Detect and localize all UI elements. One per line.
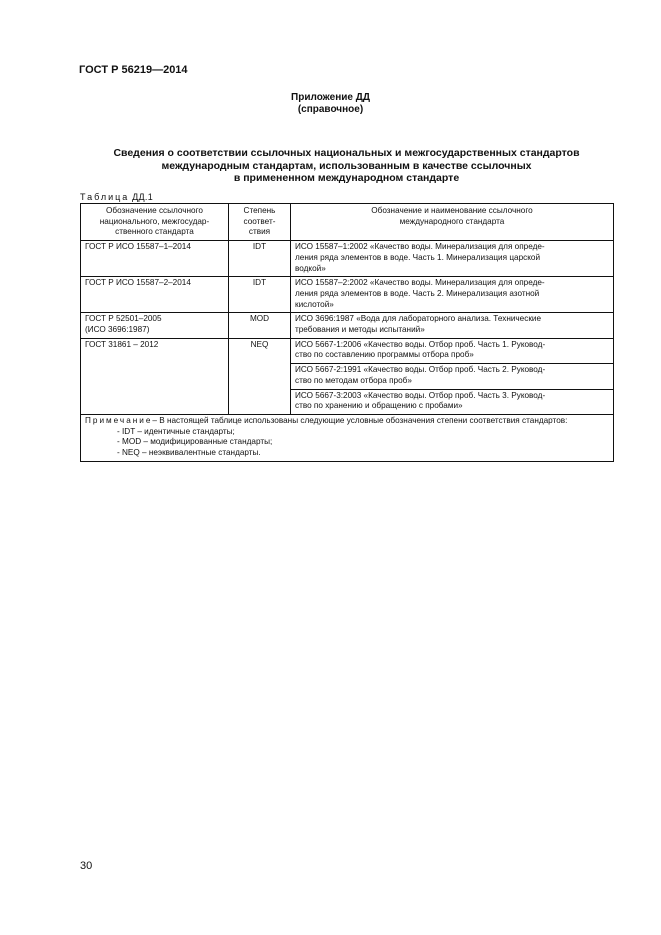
cell-national: ГОСТ Р ИСО 15587–2–2014 bbox=[81, 277, 229, 313]
appendix-subtitle: (справочное) bbox=[297, 104, 364, 115]
cell-international: ИСО 5667-3:2003 «Качество воды. Отбор проб. Часть 3. Руковод- ство по хранению и обращению с пробами» bbox=[291, 389, 614, 414]
main-title-line: Сведения о соответствии ссылочных национальных и межгосударственных стандартов bbox=[113, 147, 580, 159]
table-caption-prefix: Таблица bbox=[80, 192, 130, 202]
table-header-row bbox=[81, 204, 614, 241]
table-row bbox=[81, 338, 614, 363]
note-body: – В настоящей таблице использованы следующие условные обозначения степени соответствия стандартов: bbox=[152, 415, 568, 425]
cell-degree: IDT bbox=[229, 277, 291, 313]
main-title bbox=[80, 147, 613, 185]
cell-international: ИСО 15587–1:2002 «Качество воды. Минерализация для опреде- ления ряда элементов в воде. Часть 1. Минерализация царской водкой» bbox=[291, 241, 614, 277]
table-row bbox=[81, 277, 614, 313]
table-caption bbox=[80, 192, 153, 202]
page-number: 30 bbox=[80, 860, 93, 872]
cell-degree: IDT bbox=[229, 241, 291, 277]
main-title-line: международным стандартам, использованным в качестве ссылочных bbox=[161, 159, 532, 172]
cell-international: ИСО 5667-1:2006 «Качество воды. Отбор проб. Часть 1. Руковод- ство по составлению программы отбора проб» bbox=[291, 338, 614, 363]
header-degree: Степень соответ- ствия bbox=[229, 204, 291, 241]
cell-national: ГОСТ Р ИСО 15587–1–2014 bbox=[81, 241, 229, 277]
appendix-title: Приложение ДД bbox=[291, 92, 370, 103]
correspondence-table bbox=[80, 203, 614, 462]
note-item: - NEQ – неэквивалентные стандарты. bbox=[117, 448, 261, 458]
table-note-row bbox=[81, 414, 614, 461]
note-text bbox=[85, 416, 609, 427]
table-note bbox=[81, 414, 614, 461]
cell-national: ГОСТ Р 52501–2005 (ИСО 3696:1987) bbox=[81, 313, 229, 338]
note-item: - IDT – идентичные стандарты; bbox=[117, 426, 235, 436]
cell-international: ИСО 15587–2:2002 «Качество воды. Минерализация для опреде- ления ряда элементов в воде. Часть 2. Минерализация азотной кислотой» bbox=[291, 277, 614, 313]
header-international-standard: Обозначение и наименование ссылочного международного стандарта bbox=[291, 204, 614, 241]
header-national-standard: Обозначение ссылочного национального, межгосудар- ственного стандарта bbox=[81, 204, 229, 241]
cell-degree: NEQ bbox=[229, 338, 291, 414]
note-item: - MOD – модифицированные стандарты; bbox=[117, 437, 273, 447]
main-title-line: в примененном международном стандарте bbox=[233, 172, 460, 184]
table-caption-number: ДД.1 bbox=[132, 192, 154, 202]
appendix-heading bbox=[0, 92, 661, 116]
cell-national: ГОСТ 31861 – 2012 bbox=[81, 338, 229, 414]
cell-degree: MOD bbox=[229, 313, 291, 338]
table-row bbox=[81, 313, 614, 338]
cell-international: ИСО 3696:1987 «Вода для лабораторного анализа. Технические требования и методы испытаний» bbox=[291, 313, 614, 338]
cell-international: ИСО 5667-2:1991 «Качество воды. Отбор проб. Часть 2. Руковод- ство по методам отбора проб» bbox=[291, 364, 614, 389]
note-label: Примечание bbox=[85, 415, 153, 425]
table-row bbox=[81, 241, 614, 277]
standard-id: ГОСТ Р 56219—2014 bbox=[79, 64, 188, 76]
